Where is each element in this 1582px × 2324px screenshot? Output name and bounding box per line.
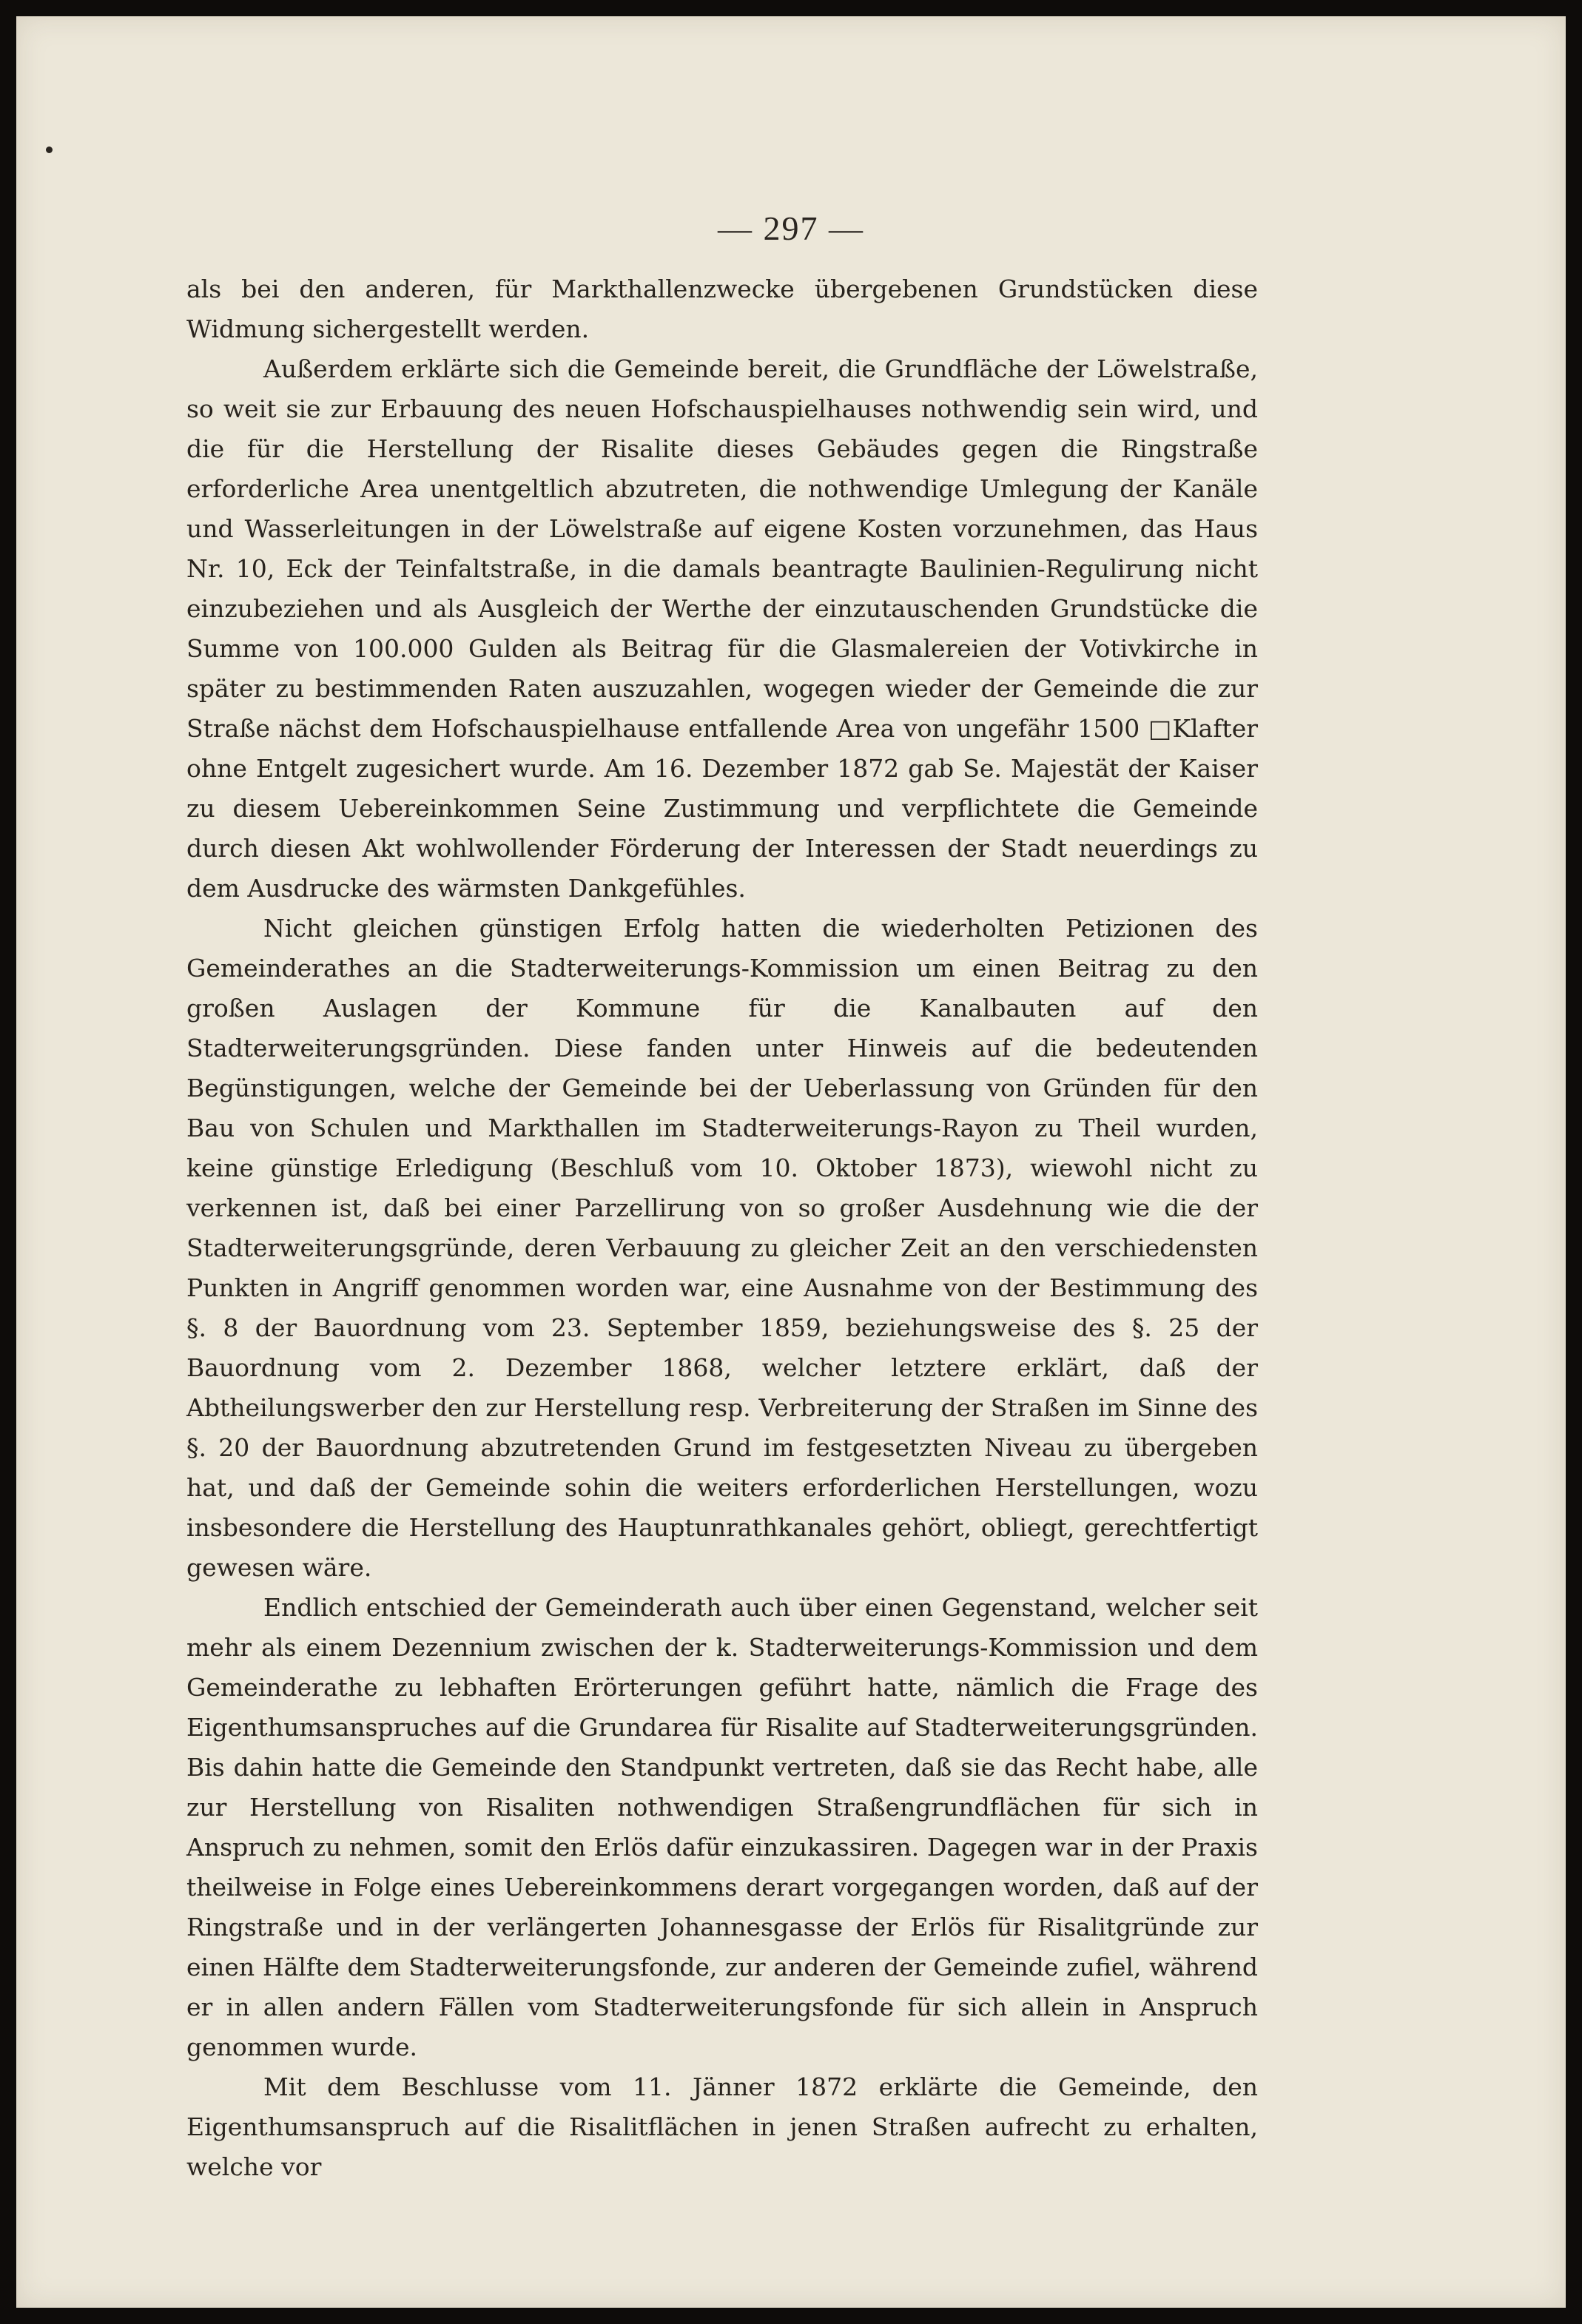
paragraph-area-agreement: Außerdem erklärte sich die Gemeinde bereit, die Grundfläche der Löwelstraße, so weit sie zur Erbauung des neuen Hofschauspielhauses nothwendig sein wird, und die für die Herstellung der Risalite dieses Gebäudes gegen die Ringstraße erforderliche Area unentgeltlich abzutreten, die nothwendige Umlegung der Kanäle und Wasserleitungen in der Löwelstraße auf eigene Kosten vorzunehmen, das Haus Nr. 10, Eck der Teinfaltstraße, in die damals beantragte Baulinien-Regulirung nicht einzubeziehen und als Ausgleich der Werthe der einzutauschenden Grundstücke die Summe von 100.000 Gulden als Beitrag für die Glasmalereien der Votivkirche in später zu bestimmenden Raten auszuzahlen, wogegen wieder der Gemeinde die zur Straße nächst dem Hofschauspielhause entfallende Area von ungefähr 1500 □Klafter ohne Entgelt zugesichert wurde. Am 16. Dezember 1872 gab Se. Majestät der Kaiser zu diesem Uebereinkommen Seine Zustimmung und verpflichtete die Gemeinde durch diesen Akt wohlwollender Förderung der Interessen der Stadt neuerdings zu dem Ausdrucke des wärmsten Dankgefühles. xyxy=(186,354,1258,903)
paragraph-resolution-1872: Mit dem Beschlusse vom 11. Jänner 1872 erklärte die Gemeinde, den Eigenthumsanspruch auf die Risalitflächen in jenen Straßen aufrecht zu erhalten, welche vor xyxy=(186,2072,1258,2181)
paragraph-continuation: als bei den anderen, für Markthallenzwecke übergebenen Grundstücken diese Widmung sichergestellt werden. xyxy=(186,274,1258,343)
paragraph-risalit-dispute: Endlich entschied der Gemeinderath auch über einen Gegenstand, welcher seit mehr als einem Dezennium zwischen der k. Stadterweiterungs-Kommission und dem Gemeinderathe zu lebhaften Erörterungen geführt hatte, nämlich die Frage des Eigenthumsanspruches auf die Grundarea für Risalite auf Stadterweiterungsgründen. Bis dahin hatte die Gemeinde den Standpunkt vertreten, daß sie das Recht habe, alle zur Herstellung von Risaliten nothwendigen Straßengrundflächen für sich in Anspruch zu nehmen, somit den Erlös dafür einzukassiren. Dagegen war in der Praxis theilweise in Folge eines Uebereinkommens derart vorgegangen worden, daß auf der Ringstraße und in der verlängerten Johannesgasse der Erlös für Risalitgründe zur einen Hälfte dem Stadterweiterungsfonde, zur anderen der Gemeinde zufiel, während er in allen andern Fällen vom Stadterweiterungsfonde für sich allein in Anspruch genommen wurde. xyxy=(186,1593,1258,2061)
paragraph-canal-petitions: Nicht gleichen günstigen Erfolg hatten die wiederholten Petizionen des Gemeinderathes an die Stadterweiterungs-Kommission um einen Beitrag zu den großen Auslagen der Kommune für die Kanalbauten auf den Stadterweiterungsgründen. Diese fanden unter Hinweis auf die bedeutenden Begünstigungen, welche der Gemeinde bei der Ueberlassung von Gründen für den Bau von Schulen und Markthallen im Stadterweiterungs-Rayon zu Theil wurden, keine günstige Erledigung (Beschluß vom 10. Oktober 1873), wiewohl nicht zu verkennen ist, daß bei einer Parzellirung von so großer Ausdehnung wie die der Stadterweiterungsgründe, deren Verbauung zu gleicher Zeit an den verschiedensten Punkten in Angriff genommen worden war, eine Ausnahme von der Bestimmung des §. 8 der Bauordnung vom 23. September 1859, beziehungsweise des §. 25 der Bauordnung vom 2. Dezember 1868, welcher letztere erklärt, daß der Abtheilungswerber den zur Herstellung resp. Verbreiterung der Straßen im Sinne des §. 20 der Bauordnung abzutretenden Grund im festgesetzten Niveau zu übergeben hat, und daß der Gemeinde sohin die weiters erforderlichen Herstellungen, wozu insbesondere die Herstellung des Hauptunrathkanales gehört, obliegt, gerechtfertigt gewesen wäre. xyxy=(186,914,1258,1582)
body-text xyxy=(186,269,1258,2181)
ink-dot-mark xyxy=(46,146,53,153)
page-number: — 297 — xyxy=(718,209,864,247)
